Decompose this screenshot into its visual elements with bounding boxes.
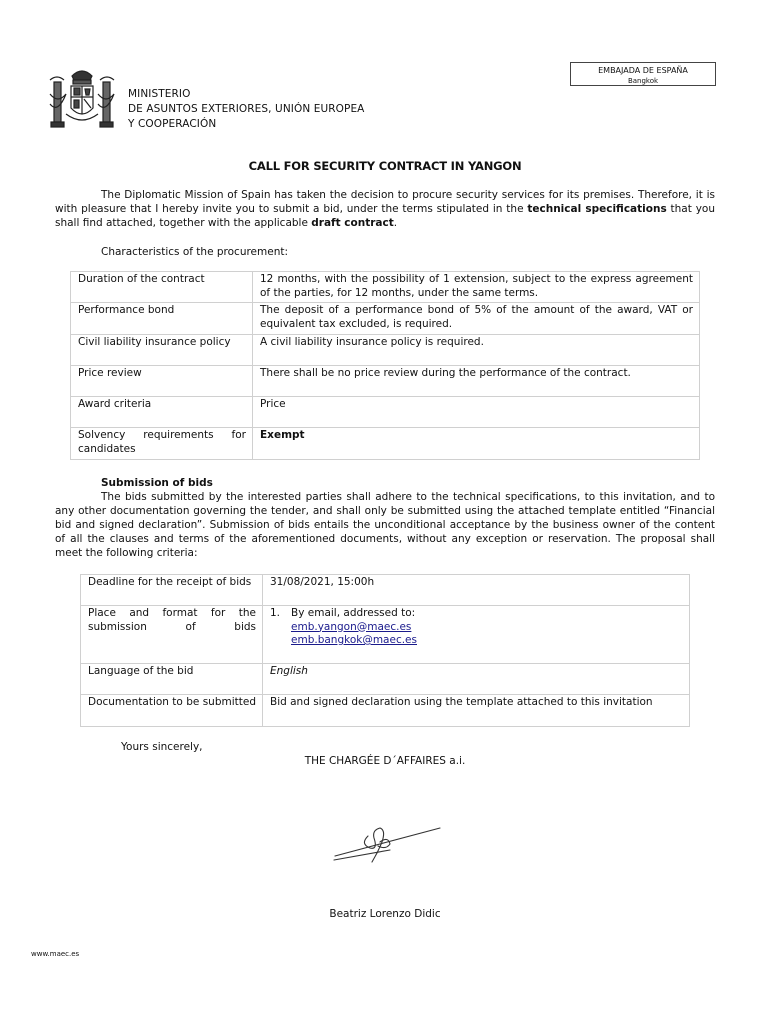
table-row [71,397,700,428]
row-value: There shall be no price review during the performance of the contract. [253,366,700,397]
characteristics-label [55,245,715,259]
ministry-name [128,87,364,132]
submission-heading-text: Submission of bids [101,477,213,489]
table-row [71,366,700,397]
embassy-name: EMBAJADA DE ESPAÑA [598,66,688,75]
row-label: Award criteria [71,397,253,428]
table-row [71,272,700,303]
submission-heading [55,476,715,490]
signatory-name: Beatriz Lorenzo Didic [329,908,441,920]
row-label: Duration of the contract [71,272,253,303]
row-value [253,428,700,460]
email-link-yangon[interactable]: emb.yangon@maec.es [291,620,412,633]
technical-specifications-ref: technical specifications [527,203,667,215]
row-value: The deposit of a performance bond of 5% of the amount of the award, VAT or equivalent tax excluded, is required. [253,303,700,335]
intro-text: . [393,217,398,229]
table-row [71,428,700,460]
ministry-line: Y COOPERACIÓN [128,118,217,130]
email-link-bangkok[interactable]: emb.bangkok@maec.es [291,634,417,646]
submission-text: The bids submitted by the interested parties shall adhere to the technical specifications, to this invitation, and to any other documentation governing the tender, and shall only be submitted using the attached template entitled “Financial bid and signed declaration”. Submission of bids entails the unconditional acceptance by the business owner of the content of all the clauses and terms of the aforementioned documents, without any exception or reservation. The proposal shall meet the following criteria: [55,491,715,559]
table-row [81,664,690,695]
embassy-stamp [570,62,716,86]
signature-image [330,822,445,864]
intro-paragraph [55,188,715,230]
characteristics-table [70,271,700,460]
draft-contract-ref: draft contract [311,217,394,229]
language-value-text: English [270,665,308,677]
signatory-role: THE CHARGÉE D´AFFAIRES a.i. [304,755,466,767]
closing-salutation: Yours sincerely, [121,741,203,753]
table-row [71,335,700,366]
row-label: Price review [71,366,253,397]
criteria-table [80,574,690,727]
document-title: CALL FOR SECURITY CONTRACT IN YANGON [248,159,522,173]
coat-of-arms-icon [46,64,118,136]
submission-paragraph [55,490,715,560]
documentation-value: Bid and signed declaration using the template attached to this invitation [263,695,690,727]
footer-website: www.maec.es [31,950,80,958]
intro-text: that you shall find attached, together with the applicable [55,203,715,229]
ministry-line: MINISTERIO [128,88,191,100]
row-value: A civil liability insurance policy is required. [253,335,700,366]
table-row [81,606,690,664]
place-number: 1. [270,607,281,619]
intro-text: The Diplomatic Mission of Spain has taken the decision to procure security services for its premises. Therefore, it is with pleasure that I hereby invite you to submit a bid, under the terms stipulated in the [55,189,715,215]
table-row [81,575,690,606]
embassy-city: Bangkok [627,77,659,85]
characteristics-label-text: Characteristics of the procurement: [101,246,289,258]
language-label: Language of the bid [81,664,263,695]
deadline-label: Deadline for the receipt of bids [81,575,263,606]
deadline-value: 31/08/2021, 15:00h [263,575,690,606]
row-value: Price [253,397,700,428]
row-value: 12 months, with the possibility of 1 extension, subject to the express agreement of the parties, for 12 months, under the same terms. [253,272,700,303]
table-row [71,303,700,335]
table-row [81,695,690,727]
row-label: Solvency requirements for candidates [71,428,253,460]
place-label: Place and format for the submission of bids [81,606,263,664]
row-label: Civil liability insurance policy [71,335,253,366]
place-value [263,606,690,664]
documentation-label: Documentation to be submitted [81,695,263,727]
place-text: By email, addressed to: [291,607,416,619]
language-value [263,664,690,695]
ministry-line: DE ASUNTOS EXTERIORES, UNIÓN EUROPEA [128,103,365,115]
row-label: Performance bond [71,303,253,335]
exempt-value: Exempt [260,429,305,441]
